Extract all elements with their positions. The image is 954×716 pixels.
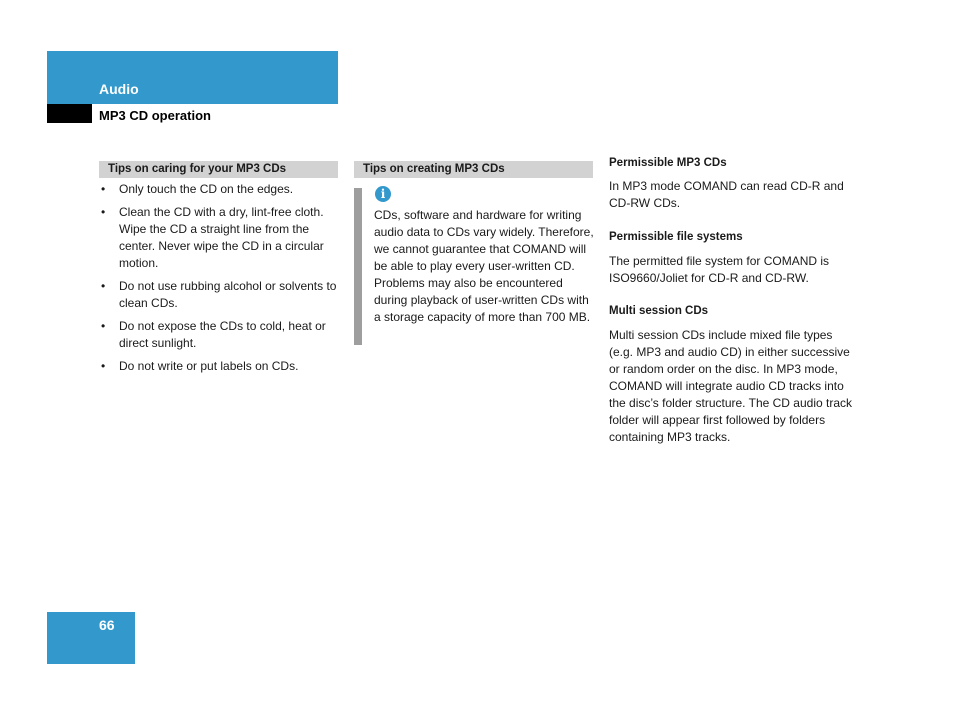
bullet-icon: • bbox=[101, 319, 106, 333]
permissible-mp3-text: In MP3 mode COMAND can read CD-R and CD-RW CDs. bbox=[609, 179, 844, 210]
multi-session-text: Multi session CDs include mixed file types (e.g. MP3 and audio CD) in either successive or random order on the disc. In MP3 mode, COMAND will integrate audio CD tracks into the disc’s folder structure. The CD audio track folder will appear first followed by folders containing MP3 tracks. bbox=[609, 328, 852, 444]
multi-session-heading: Multi session CDs bbox=[609, 305, 709, 317]
caring-tips-heading: Tips on caring for your MP3 CDs bbox=[99, 161, 338, 178]
list-item-text: Do not use rubbing alcohol or solvents to clean CDs. bbox=[119, 279, 337, 310]
list-item-text: Do not write or put labels on CDs. bbox=[119, 359, 299, 373]
list-item bbox=[99, 318, 339, 352]
creating-tips-heading: Tips on creating MP3 CDs bbox=[354, 161, 593, 178]
bullet-icon: • bbox=[101, 205, 106, 219]
bullet-icon: • bbox=[101, 279, 106, 293]
page-number: 66 bbox=[99, 617, 115, 633]
info-icon: i bbox=[375, 186, 391, 202]
page-number-box bbox=[47, 612, 135, 664]
section-marker-tab bbox=[47, 104, 92, 123]
file-systems-text: The permitted file system for COMAND is ISO9660/Joliet for CD-R and CD-RW. bbox=[609, 254, 830, 285]
list-item bbox=[99, 204, 339, 272]
list-item bbox=[99, 358, 339, 375]
list-item-text: Only touch the CD on the edges. bbox=[119, 182, 294, 196]
note-side-bar bbox=[354, 188, 362, 345]
subsection-title: MP3 CD operation bbox=[99, 108, 211, 123]
section-title: Audio bbox=[99, 81, 139, 97]
section-header-block bbox=[47, 51, 338, 104]
file-systems-heading: Permissible file systems bbox=[609, 231, 743, 243]
list-item-text: Do not expose the CDs to cold, heat or direct sunlight. bbox=[119, 319, 326, 350]
note-text: CDs, software and hardware for writing audio data to CDs vary widely. Therefore, we cannot guarantee that COMAND will be able to play every user-written CD. Problems may also be encountered during playback of user-written CDs with a storage capacity of more than 700 MB. bbox=[374, 208, 594, 324]
list-item bbox=[99, 181, 339, 198]
permissible-mp3-heading: Permissible MP3 CDs bbox=[609, 157, 727, 169]
list-item-text: Clean the CD with a dry, lint-free cloth. Wipe the CD a straight line from the center. Never wipe the CD in a circular motion. bbox=[119, 205, 324, 270]
bullet-icon: • bbox=[101, 182, 106, 196]
bullet-icon: • bbox=[101, 359, 106, 373]
list-item bbox=[99, 278, 339, 312]
caring-tips-list bbox=[99, 181, 339, 381]
